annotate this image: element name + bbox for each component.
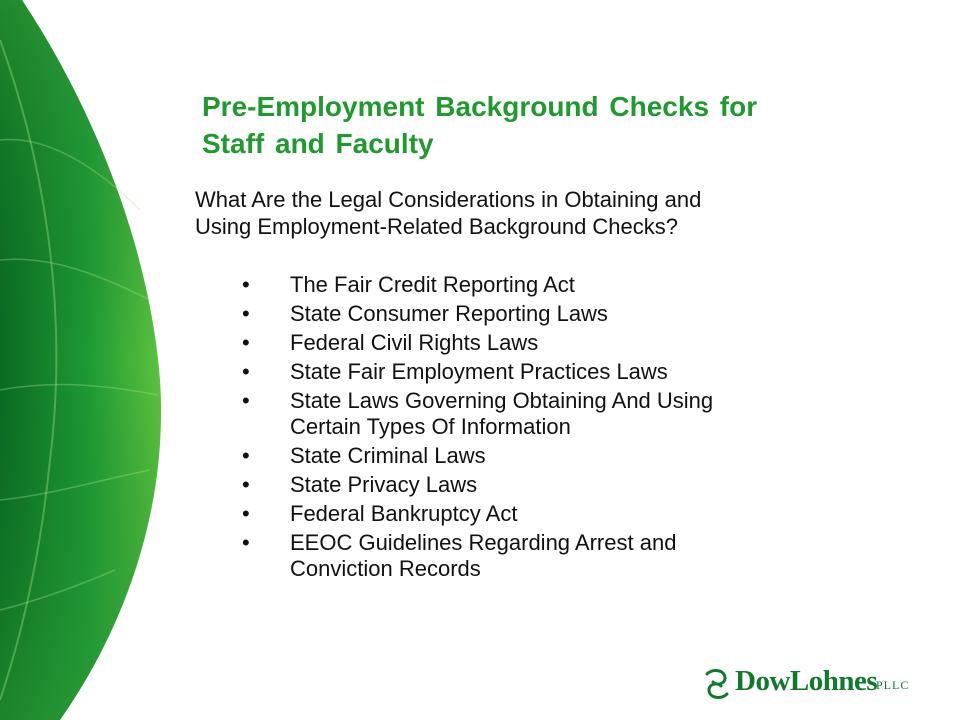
bullet-item: [240, 359, 880, 385]
bullet-point-icon: •: [242, 388, 250, 413]
bullet-point-icon: •: [242, 501, 250, 526]
bullet-list: [240, 272, 880, 585]
bullet-point-icon: •: [242, 301, 250, 326]
bullet-item: [240, 301, 880, 327]
logo-name: DowLohnes: [735, 665, 878, 697]
slide-title-line-2: Staff and Faculty: [202, 128, 434, 159]
bullet-item: [240, 272, 880, 298]
dow-lohnes-swirl-icon: [703, 664, 733, 704]
bullet-text-line: State Privacy Laws: [290, 472, 478, 497]
bullet-item: [240, 388, 880, 440]
bullet-text-line: The Fair Credit Reporting Act: [290, 272, 575, 297]
bullet-point-icon: •: [242, 443, 250, 468]
bullet-text-line: Conviction Records: [290, 556, 481, 581]
bullet-point-icon: •: [242, 359, 250, 384]
bullet-point-icon: •: [242, 330, 250, 355]
bullet-text-line: Federal Civil Rights Laws: [290, 330, 539, 355]
bullet-item: [240, 472, 880, 498]
intro-line-2: Using Employment-Related Background Checks?: [195, 214, 679, 239]
logo-suffix: PLLC: [876, 678, 910, 692]
bullet-text-line: Federal Bankruptcy Act: [290, 501, 518, 526]
bullet-text-line: Certain Types Of Information: [290, 414, 571, 439]
bullet-text-line: State Laws Governing Obtaining And Using: [290, 388, 714, 413]
intro-line-1: What Are the Legal Considerations in Obtaining and: [195, 187, 702, 212]
slide-title-line-1: Pre-Employment Background Checks for: [202, 91, 758, 122]
bullet-item: [240, 330, 880, 356]
bullet-text-line: EEOC Guidelines Regarding Arrest and: [290, 530, 677, 555]
bullet-point-icon: •: [242, 272, 250, 297]
bullet-item: [240, 443, 880, 469]
slide-title: [202, 88, 902, 162]
dow-lohnes-logo: [703, 664, 923, 704]
green-leaf-decoration: [0, 0, 170, 720]
bullet-point-icon: •: [242, 472, 250, 497]
bullet-text-line: State Fair Employment Practices Laws: [290, 359, 668, 384]
bullet-point-icon: •: [242, 530, 250, 555]
bullet-text-line: State Consumer Reporting Laws: [290, 301, 608, 326]
bullet-text-line: State Criminal Laws: [290, 443, 486, 468]
intro-question: [195, 186, 895, 240]
bullet-item: [240, 501, 880, 527]
bullet-item: [240, 530, 880, 582]
